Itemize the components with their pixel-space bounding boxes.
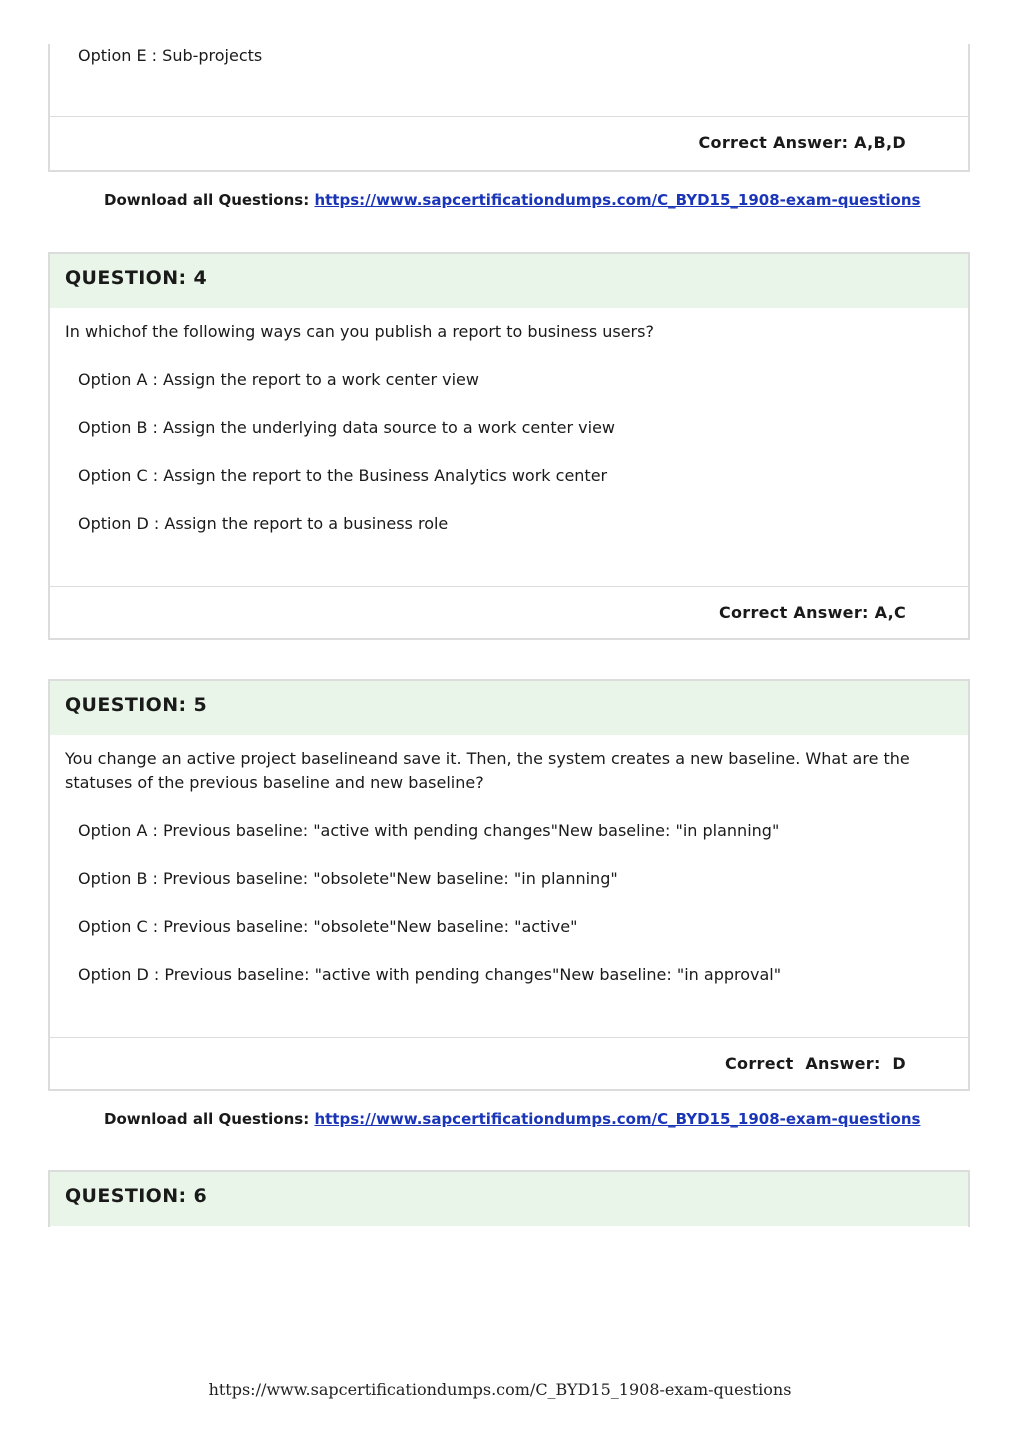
question-5-card: [48, 679, 970, 1091]
options-list: [50, 368, 968, 536]
download-line: [104, 1110, 920, 1128]
correct-answer: Correct Answer: A,C: [50, 586, 968, 638]
question-title: QUESTION: 5: [50, 681, 968, 735]
download-label: Download all Questions:: [104, 191, 310, 209]
option-d: Option D : Previous baseline: "active with pending changes"New baseline: "in approval": [78, 965, 782, 984]
download-link[interactable]: https://www.sapcertificationdumps.com/C_BYD15_1908-exam-questions: [314, 191, 921, 209]
option-b: Option B : Previous baseline: "obsolete"New baseline: "in planning": [78, 869, 618, 888]
options-list: [50, 819, 968, 987]
option-a: Option A : Previous baseline: "active with pending changes"New baseline: "in planning": [78, 821, 780, 840]
question-text: In whichof the following ways can you publish a report to business users?: [65, 322, 654, 341]
question-text: You change an active project baselineand save it. Then, the system creates a new baseline. What are the statuses of the previous baseline and new baseline?: [65, 749, 910, 792]
download-link[interactable]: https://www.sapcertificationdumps.com/C_BYD15_1908-exam-questions: [314, 1110, 921, 1128]
download-line: [104, 191, 920, 209]
option-b: Option B : Assign the underlying data source to a work center view: [78, 418, 616, 437]
option-d: Option D : Assign the report to a business role: [78, 514, 449, 533]
question-title: QUESTION: 4: [50, 254, 968, 308]
question-4-card: [48, 252, 970, 640]
option-c: Option C : Assign the report to the Business Analytics work center: [78, 466, 608, 485]
option-a: Option A : Assign the report to a work center view: [78, 370, 479, 389]
option-e: Option E : Sub-projects: [78, 46, 263, 65]
option-c: Option C : Previous baseline: "obsolete"New baseline: "active": [78, 917, 578, 936]
download-label: Download all Questions:: [104, 1110, 310, 1128]
page-footer-url: https://www.sapcertificationdumps.com/C_BYD15_1908-exam-questions: [208, 1380, 792, 1399]
question-3-card: [48, 44, 970, 172]
question-title: QUESTION: 6: [50, 1172, 968, 1226]
correct-answer: Correct Answer: A,B,D: [50, 116, 968, 168]
question-6-card: [48, 1170, 970, 1227]
correct-answer: Correct Answer: D: [50, 1037, 968, 1089]
